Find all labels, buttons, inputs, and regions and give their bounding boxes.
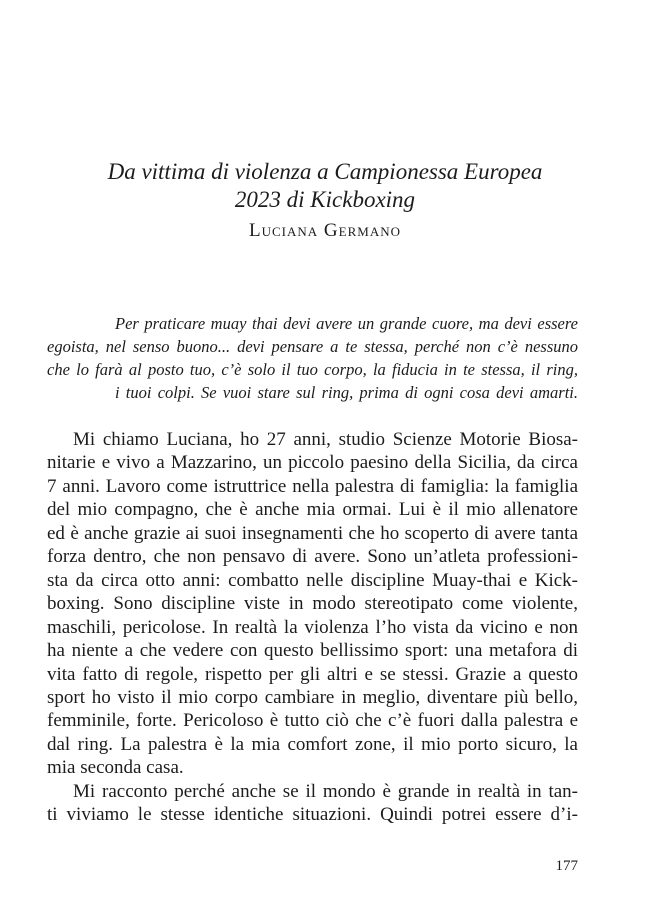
- body-line: femminile, forte. Pericoloso è tutto ciò che c’è fuori dalla palestra e: [47, 710, 578, 732]
- chapter-title: [0, 158, 650, 214]
- epigraph: [47, 312, 578, 404]
- body-line: sport ho visto il mio corpo cambiare in meglio, diventare più bello,: [47, 686, 578, 708]
- chapter-title-line: Da vittima di violenza a Campionessa Europea: [107, 159, 543, 184]
- body-line: ed è anche grazie ai suoi insegnamenti che ho scoperto di avere tanta: [47, 522, 578, 544]
- body-line: 7 anni. Lavoro come istruttrice nella palestra di famiglia: la famiglia: [47, 475, 578, 497]
- body-line: forza dentro, che non pensavo di avere. Sono un’atleta professioni-: [47, 546, 578, 568]
- body-line: del mio compagno, che è anche mia ormai. Lui è il mio allenatore: [47, 499, 578, 521]
- chapter-title-line: 2023 di Kickboxing: [234, 187, 416, 212]
- paragraph: [47, 428, 578, 780]
- body-line: ha niente a che vedere con questo bellissimo sport: una metafora di: [47, 640, 578, 662]
- body-text: [47, 428, 578, 827]
- chapter-author: Luciana Germano: [249, 220, 401, 241]
- body-line: dal ring. La palestra è la mia comfort zone, il mio porto sicuro, la: [47, 733, 578, 755]
- body-line: sta da circa otto anni: combatto nelle discipline Muay-thai e Kick-: [47, 569, 578, 591]
- body-line: mia seconda casa.: [47, 757, 184, 779]
- body-line: Mi chiamo Luciana, ho 27 anni, studio Scienze Motorie Biosa-: [73, 429, 578, 450]
- body-line: boxing. Sono discipline viste in modo stereotipato come violente,: [47, 593, 578, 615]
- epigraph-line: Per praticare muay thai devi avere un grande cuore, ma devi essere: [115, 314, 578, 333]
- body-line: maschili, pericolose. In realtà la violenza l’ho vista da vicino e non: [47, 616, 578, 638]
- body-line: ti viviamo le stesse identiche situazioni. Quindi potrei essere d’i-: [47, 804, 578, 826]
- epigraph-line: i tuoi colpi. Se vuoi stare sul ring, prima di ogni cosa devi amarti.: [115, 383, 578, 402]
- page-number: 177: [555, 858, 578, 874]
- body-line: vita fatto di regole, rispetto per gli altri e se stessi. Grazie a questo: [47, 663, 578, 685]
- paragraph: [47, 780, 578, 827]
- epigraph-line: che lo farà al posto tuo, c’è solo il tuo corpo, la fiducia in te stessa, il ring,: [47, 360, 578, 379]
- epigraph-line: egoista, nel senso buono... devi pensare a te stessa, perché non c’è nessuno: [47, 337, 578, 356]
- body-line: Mi racconto perché anche se il mondo è grande in realtà in tan-: [73, 780, 578, 802]
- body-line: nitarie e vivo a Mazzarino, un piccolo paesino della Sicilia, da circa: [47, 452, 578, 474]
